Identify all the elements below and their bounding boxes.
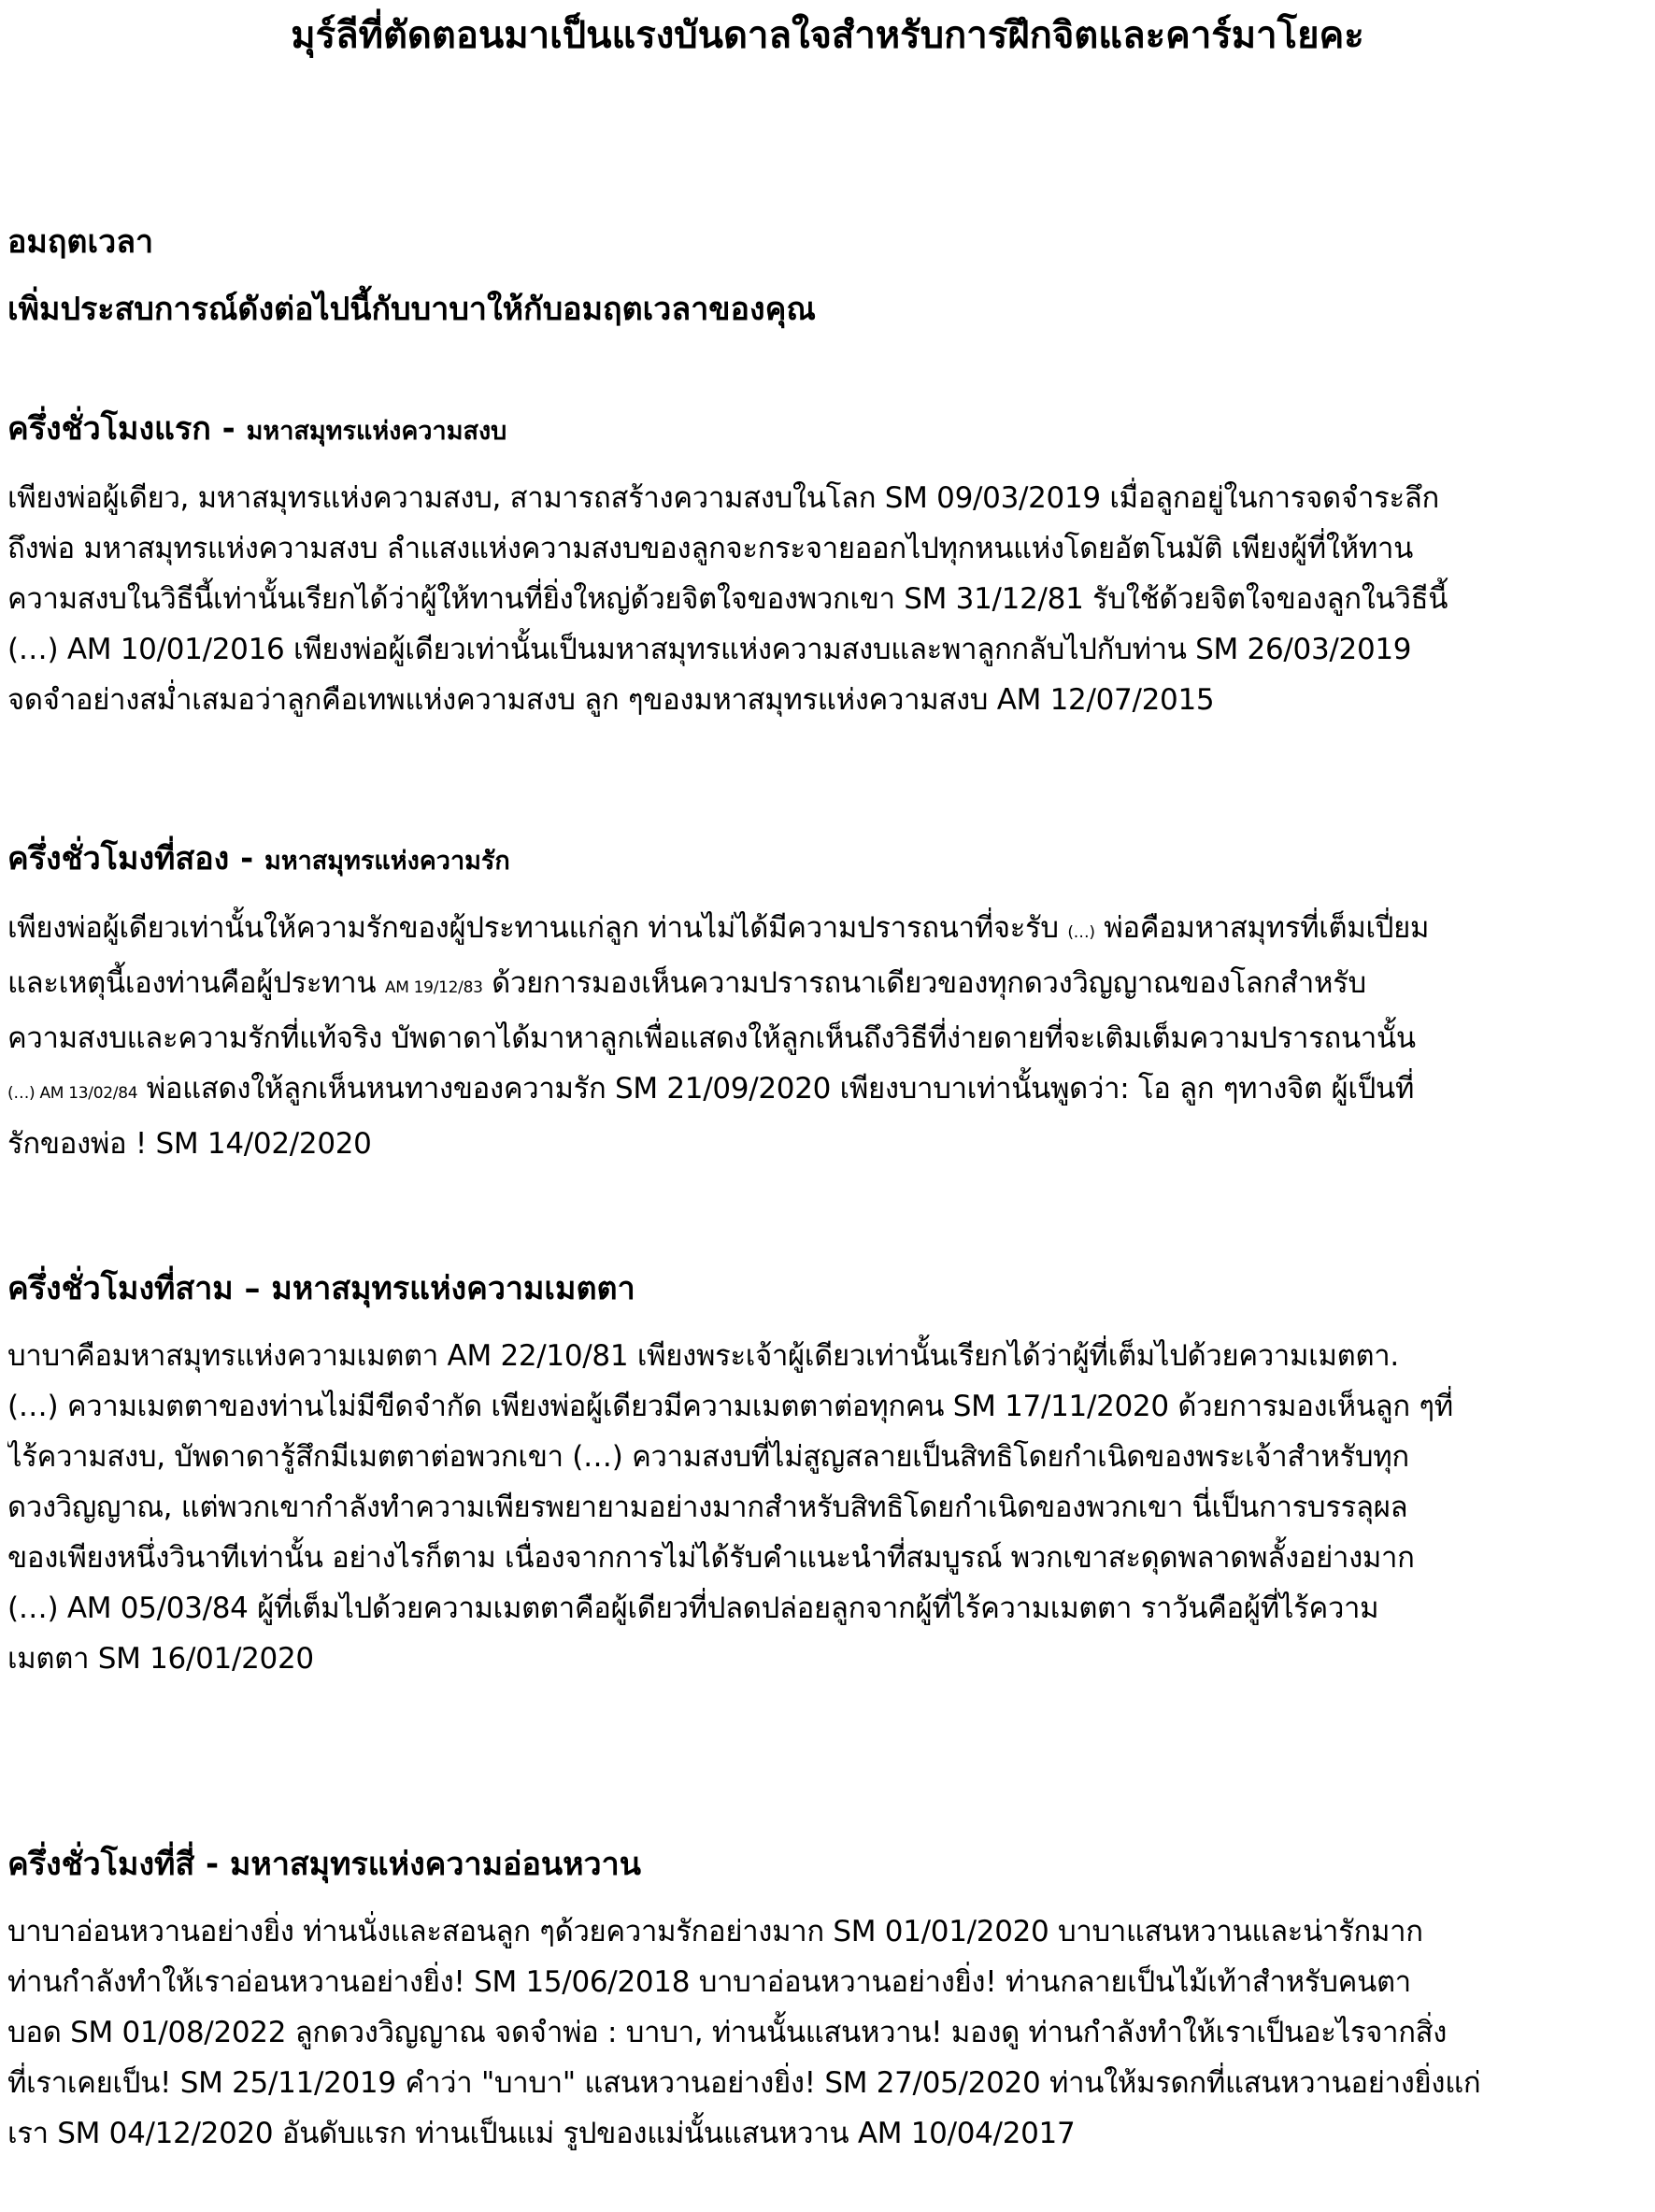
section-subheading: มหาสมุทรแห่งความอ่อนหวาน (230, 1846, 641, 1883)
section-subheading: มหาสมุทรแห่งความสงบ (246, 417, 507, 446)
section-heading-label: ครึ่งชั่วโมงแรก - (7, 410, 247, 448)
body-line: ความสงบในวิธีนี้เท่านั้นเรียกได้ว่าผู้ให้ทานที่ยิ่งใหญ่ด้วยจิตใจของพวกเขา SM 31/12/81 รับใช้ด้วยจิตใจของลูกในวิธีนี้ (7, 582, 1448, 616)
body-line: ของเพียงหนึ่งวินาทีเท่านั้น อย่างไรก็ตาม เนื่องจากการไม่ได้รับคำแนะนำที่สมบูรณ์ พวกเขาสะดุดพลาดพลั้งอย่างมาก (7, 1541, 1415, 1575)
body-line: เรา SM 04/12/2020 อันดับแรก ท่านเป็นแม่ รูปของแม่นั้นแสนหวาน AM 10/04/2017 (7, 2117, 1076, 2150)
body-line: (…) ความเมตตาของท่านไม่มีขีดจำกัด เพียงพ่อผู้เดียวมีความเมตตาต่อทุกคน SM 17/11/2020 ด้วยการมองเห็นลูก ๆที่ (7, 1390, 1453, 1423)
body-text: ด้วยการมองเห็นความปรารถนาเดียวของทุกดวงวิญญาณของโลกสำหรับ (482, 966, 1366, 1000)
body-text: เพียงพ่อผู้เดียวเท่านั้นให้ความรักของผู้ประทานแก่ลูก ท่านไม่ได้มีความปรารถนาที่จะรับ (7, 911, 1068, 945)
body-line: ไร้ความสงบ, บัพดาดารู้สึกมีเมตตาต่อพวกเขา (…) ความสงบที่ไม่สูญสลายเป็นสิทธิโดยกำเนิดของพระเจ้าสำหรับทุก (7, 1440, 1409, 1474)
body-line: ความสงบและความรักที่แท้จริง บัพดาดาได้มาหาลูกเพื่อแสดงให้ลูกเห็นถึงวิธีที่ง่ายดายที่จะเติมเต็มความปรารถนานั้น (7, 1021, 1416, 1055)
section-body-first-half-hour (7, 473, 1645, 725)
body-line: บาบาอ่อนหวานอย่างยิ่ง ท่านนั่งและสอนลูก ๆด้วยความรักอย่างมาก SM 01/01/2020 บาบาแสนหวานและน่ารักมาก (7, 1915, 1423, 1948)
section-body-fourth-half-hour (7, 1906, 1645, 2159)
body-text: พ่อคือมหาสมุทรที่เต็มเปี่ยม (1094, 911, 1430, 945)
section-heading-label: ครึ่งชั่วโมงที่สี่ - (7, 1846, 230, 1883)
body-line: จดจำอย่างสม่ำเสมอว่าลูกคือเทพแห่งความสงบ ลูก ๆของมหาสมุทรแห่งความสงบ AM 12/07/2015 (7, 683, 1215, 717)
body-text-small: AM 19/12/83 (384, 978, 483, 997)
section-subheading: มหาสมุทรแห่งความรัก (264, 847, 510, 876)
body-text-small: (…) (1067, 923, 1095, 942)
body-line: (…) AM 05/03/84 ผู้ที่เต็มไปด้วยความเมตตาคือผู้เดียวที่ปลดปล่อยลูกจากผู้ที่ไร้ความเมตตา ราวันคือผู้ที่ไร้ความ (7, 1591, 1379, 1625)
body-line: บาบาคือมหาสมุทรแห่งความเมตตา AM 22/10/81 เพียงพระเจ้าผู้เดียวเท่านั้นเรียกได้ว่าผู้ที่เต็มไปด้วยความเมตตา. (7, 1339, 1399, 1373)
section-heading-label: ครึ่งชั่วโมงที่สอง - (7, 840, 265, 878)
section-heading-label: ครึ่งชั่วโมงที่สาม – (7, 1270, 272, 1307)
body-line: เพียงพ่อผู้เดียว, มหาสมุทรแห่งความสงบ, สามารถสร้างความสงบในโลก SM 09/03/2019 เมื่อลูกอยู่ในการจดจำระลึก (7, 481, 1439, 515)
body-line: ที่เราเคยเป็น! SM 25/11/2019 คำว่า "บาบา" แสนหวานอย่างยิ่ง! SM 27/05/2020 ท่านให้มรดกที่แสนหวานอย่างยิ่งแก่ (7, 2066, 1481, 2100)
body-text: พ่อแสดงให้ลูกเห็นหนทางของความรัก SM 21/09/2020 เพียงบาบาเท่านั้นพูดว่า: โอ ลูก ๆทางจิต ผู้เป็นที่ (137, 1072, 1415, 1106)
body-line: (…) AM 10/01/2016 เพียงพ่อผู้เดียวเท่านั้นเป็นมหาสมุทรแห่งความสงบและพาลูกกลับไปกับท่าน SM 26/03/2019 (7, 633, 1412, 666)
body-line: ท่านกำลังทำให้เราอ่อนหวานอย่างยิ่ง! SM 15/06/2018 บาบาอ่อนหวานอย่างยิ่ง! ท่านกลายเป็นไม้เท้าสำหรับคนตา (7, 1965, 1411, 1999)
body-text-small: (…) AM 13/02/84 (7, 1084, 138, 1103)
section-body-second-half-hour (7, 903, 1645, 1169)
body-line: ดวงวิญญาณ, แต่พวกเขากำลังทำความเพียรพยายามอย่างมากสำหรับสิทธิโดยกำเนิดของพวกเขา นี่เป็นการบรรลุผล (7, 1491, 1408, 1524)
body-line: รักของพ่อ ! SM 14/02/2020 (7, 1127, 372, 1161)
body-line: เมตตา SM 16/01/2020 (7, 1642, 314, 1676)
section-heading-first-half-hour (7, 404, 506, 457)
body-line (7, 958, 1645, 1013)
intro-subtitle: เพิ่มประสบการณ์ดังต่อไปนี้กับบาบาให้กับอมฤตเวลาของคุณ (7, 291, 816, 328)
section-heading-fourth-half-hour (7, 1839, 641, 1890)
section-body-third-half-hour (7, 1331, 1645, 1684)
intro-title: อมฤตเวลา (7, 223, 154, 261)
section-heading-third-half-hour (7, 1263, 635, 1314)
body-line: ถึงพ่อ มหาสมุทรแห่งความสงบ ลำแสงแห่งความสงบของลูกจะกระจายออกไปทุกหนแห่งโดยอัตโนมัติ เพียงผู้ที่ให้ทาน (7, 532, 1413, 565)
body-text: และเหตุนี้เองท่านคือผู้ประทาน (7, 966, 385, 1000)
body-line: บอด SM 01/08/2022 ลูกดวงวิญญาณ จดจำพ่อ : บาบา, ท่านนั้นแสนหวาน! มองดู ท่านกำลังทำให้เราเป็นอะไรจากสิ่ง (7, 2016, 1448, 2049)
body-line (7, 1063, 1645, 1119)
section-heading-second-half-hour (7, 834, 510, 887)
document-title: มุร์ลีที่ตัดตอนมาเป็นแรงบันดาลใจสำหรับการฝึกจิตและคาร์มาโยคะ (291, 14, 1364, 57)
section-subheading: มหาสมุทรแห่งความเมตตา (271, 1270, 635, 1307)
body-line (7, 903, 1645, 958)
